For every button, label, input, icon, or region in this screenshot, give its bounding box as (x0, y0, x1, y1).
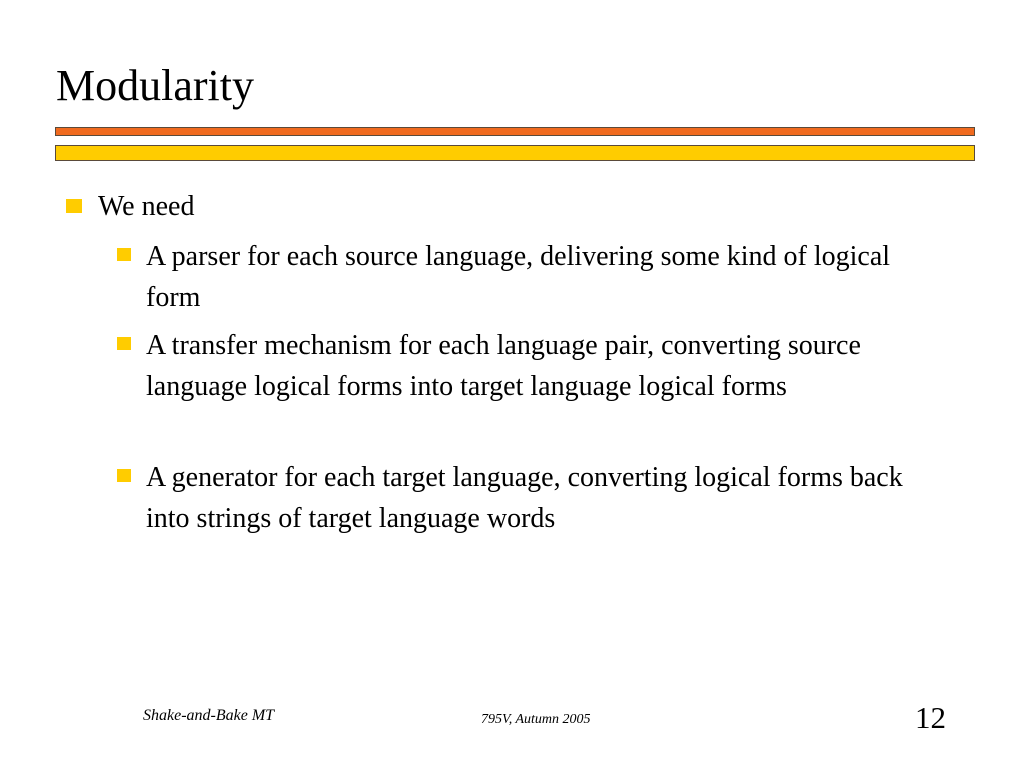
sub-bullet-generator (117, 457, 907, 539)
slide-page-number: 12 (915, 700, 946, 735)
square-bullet-icon (117, 337, 131, 350)
footer-course-title: Shake-and-Bake MT (143, 707, 275, 724)
sub-bullet-transfer (117, 325, 907, 407)
sub-bullet-text: A generator for each target language, converting logical forms back into strings of target language words (146, 462, 903, 534)
sub-bullet-parser (117, 236, 907, 318)
sub-bullet-text: A parser for each source language, delivering some kind of logical form (146, 241, 891, 313)
footer-course-date: 795V, Autumn 2005 (481, 712, 591, 727)
square-bullet-icon (117, 248, 131, 261)
sub-bullet-text: A transfer mechanism for each language pair, converting source language logical forms into target language logical forms (146, 330, 861, 402)
slide-title: Modularity (56, 61, 254, 110)
square-bullet-icon (117, 469, 131, 482)
top-level-bullet-text: We need (98, 191, 195, 222)
square-bullet-icon (66, 199, 82, 213)
